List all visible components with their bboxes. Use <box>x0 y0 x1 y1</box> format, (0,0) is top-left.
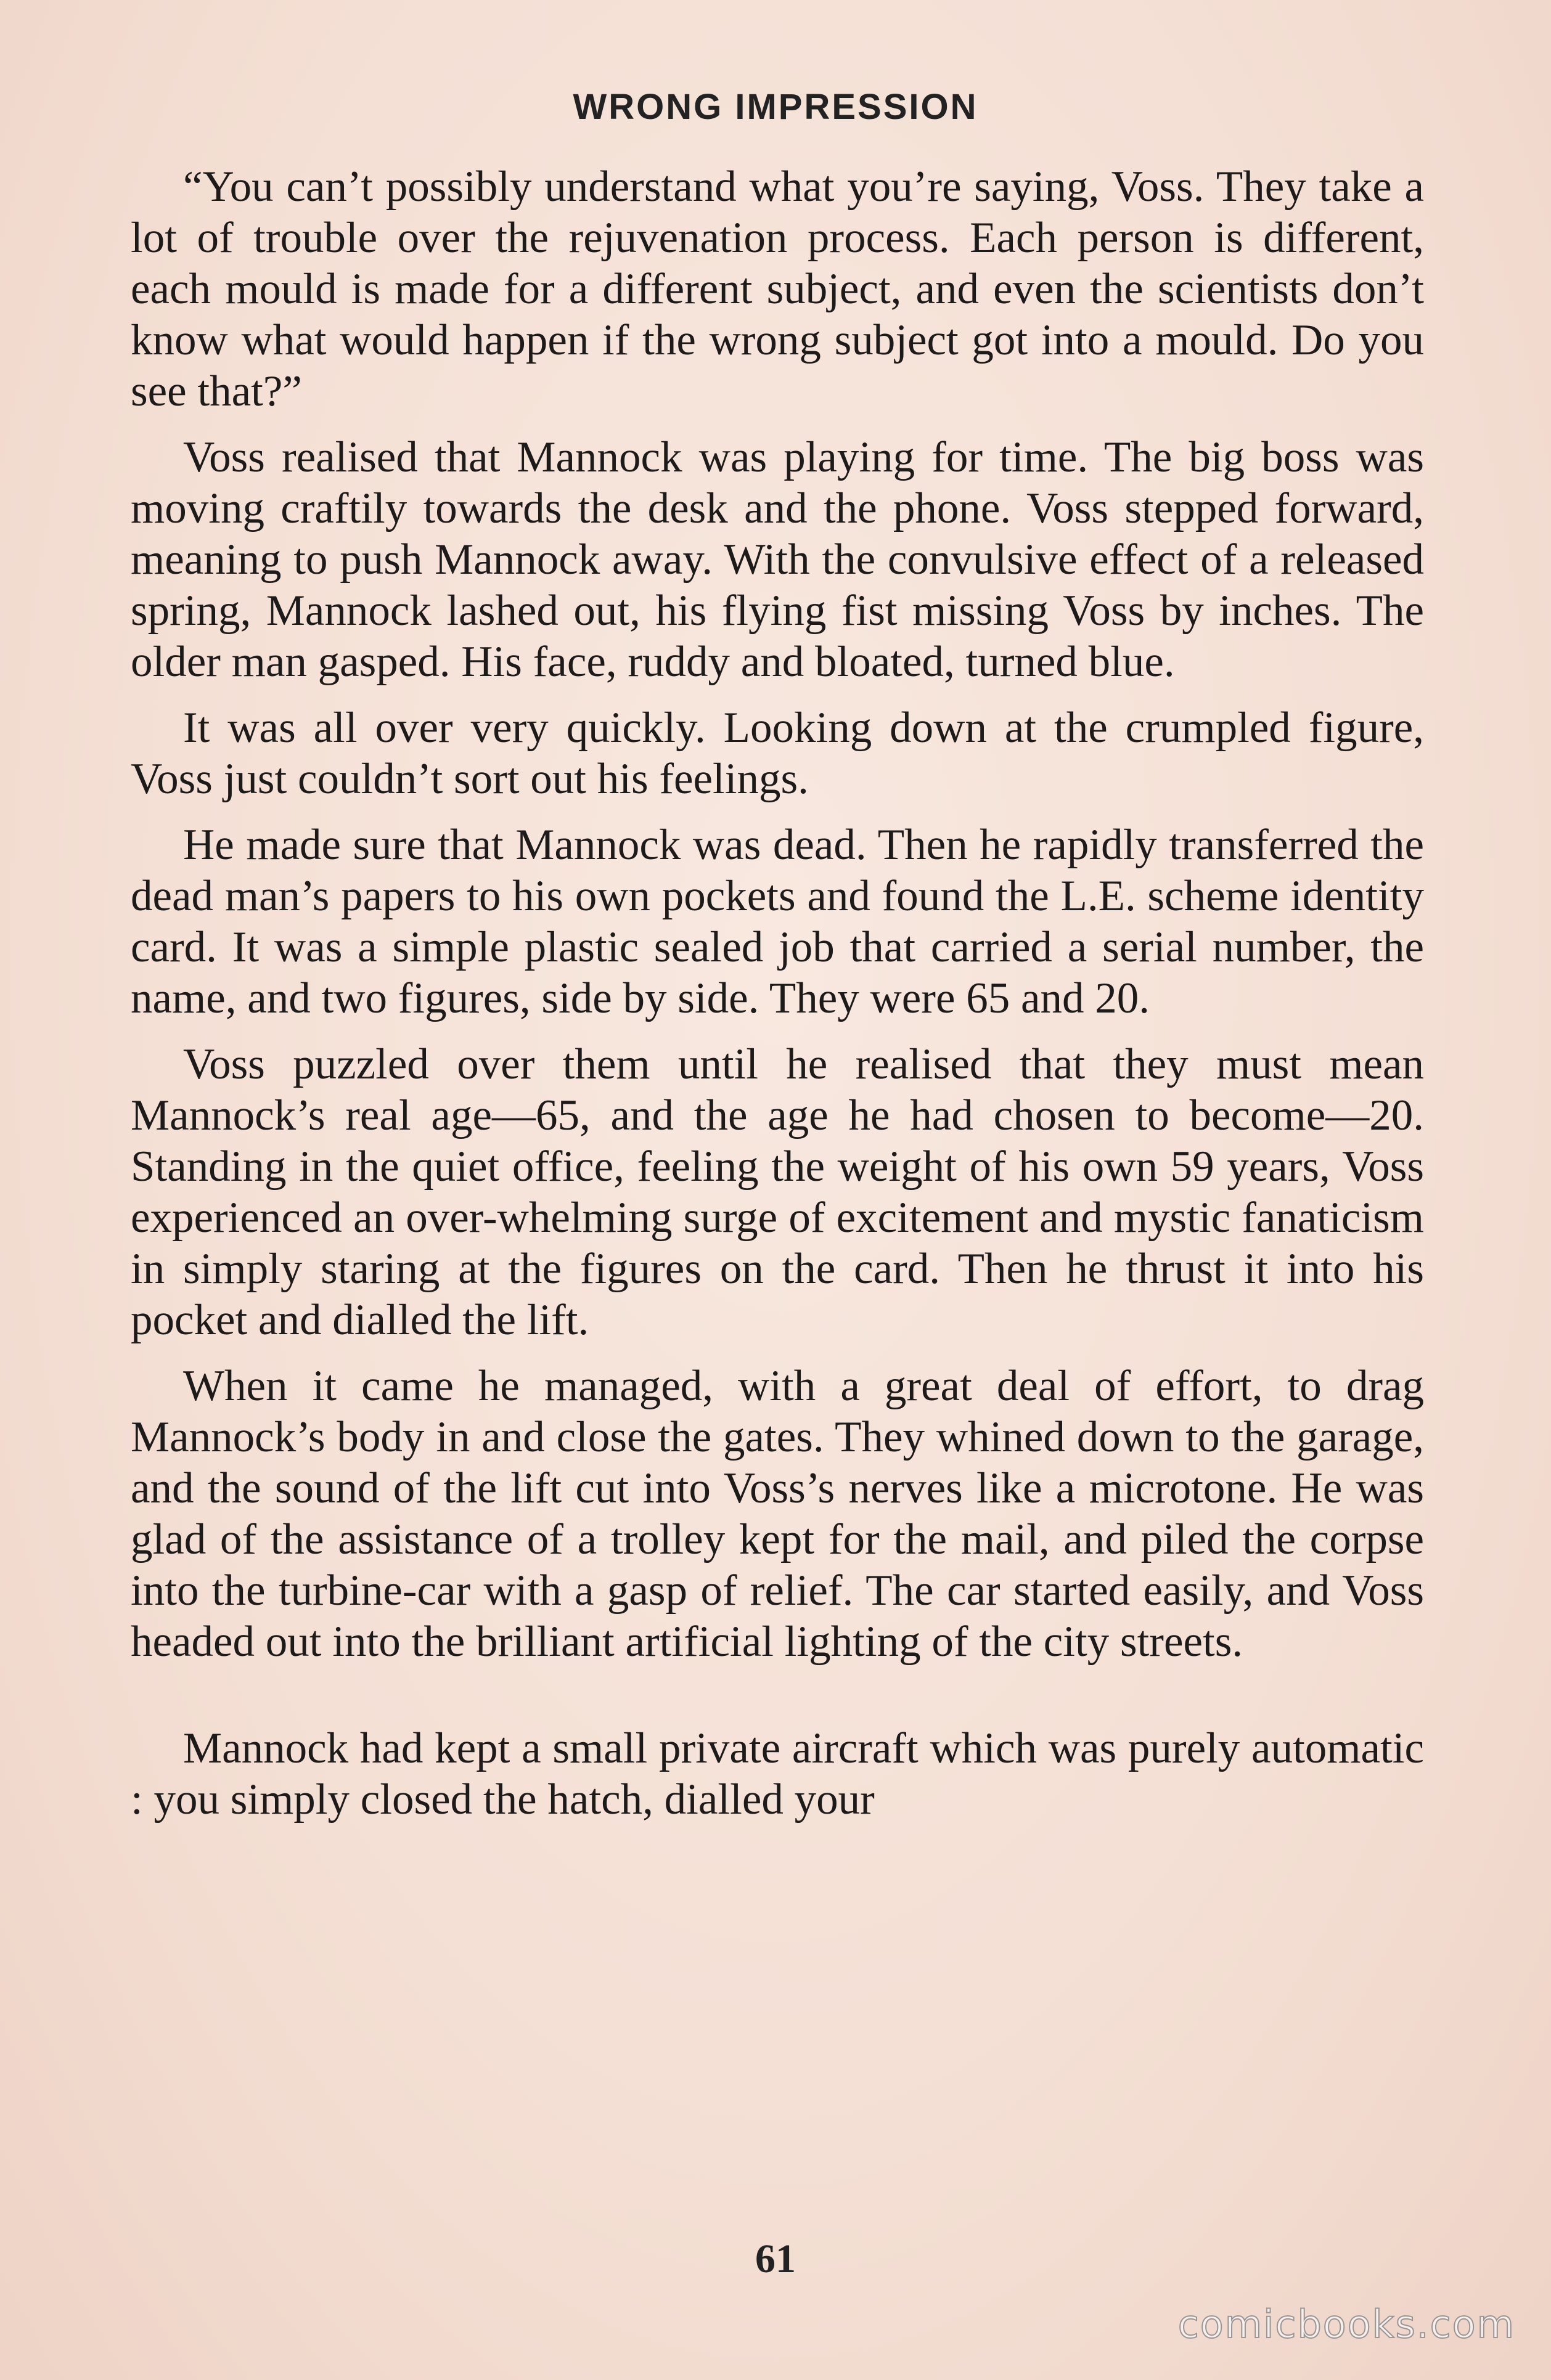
paragraph: When it came he managed, with a great deal of effort, to drag Mannock’s body in and close the gates. They whined down to the garage, and the sound of the lift cut into Voss’s nerves like a microtone. He was glad of the assistance of a trolley kept for the mail, and piled the corpse into the turbine-car with a gasp of relief. The car started easily, and Voss headed out into the brilliant artificial lighting of the city streets. <box>131 1362 1424 1666</box>
paragraph: It was all over very quickly. Looking down at the crumpled figure, Voss just couldn’t sort out his feelings. <box>131 704 1424 803</box>
paragraph: Voss puzzled over them until he realised that they must mean Mannock’s real age—65, and the age he had chosen to become—20. Standing in the quiet office, feeling the weight of his own 59 years, Voss experienced an over-whelming surge of excitement and mystic fanaticism in simply staring at the figures on the card. Then he thrust it into his pocket and dialled the lift. <box>131 1040 1424 1344</box>
paragraph: “You can’t possibly understand what you’re saying, Voss. They take a lot of trouble over the rejuvenation process. Each person is different, each mould is made for a different subject, and even the scientists don’t know what would happen if the wrong subject got into a mould. Do you see that?” <box>131 163 1424 415</box>
running-head: WRONG IMPRESSION <box>573 87 978 127</box>
watermark: comicbooks.com <box>1177 2302 1515 2347</box>
body-text <box>131 161 1424 1840</box>
paragraph: Mannock had kept a small private aircraft which was purely automatic : you simply closed the hatch, dialled your <box>131 1724 1424 1824</box>
page-number: 61 <box>755 2236 796 2281</box>
paragraph: He made sure that Mannock was dead. Then he rapidly transferred the dead man’s papers to his own pockets and found the L.E. scheme identity card. It was a simple plastic sealed job that carried a serial number, the name, and two figures, side by side. They were 65 and 20. <box>131 821 1424 1022</box>
paragraph: Voss realised that Mannock was playing for time. The big boss was moving craftily towards the desk and the phone. Voss stepped forward, meaning to push Mannock away. With the convulsive effect of a released spring, Mannock lashed out, his flying fist missing Voss by inches. The older man gasped. His face, ruddy and bloated, turned blue. <box>131 433 1424 686</box>
